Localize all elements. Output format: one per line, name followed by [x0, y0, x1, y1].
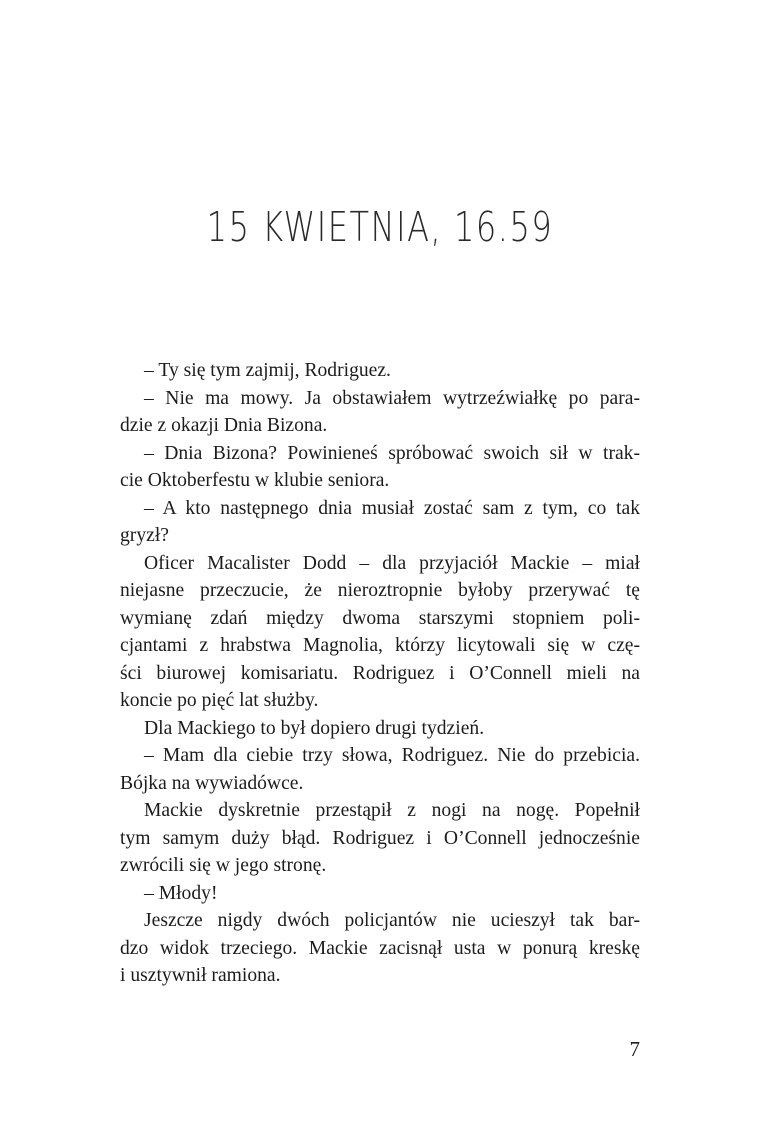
- text-line: Mackie dyskretnie przestąpił z nogi na nogę. Popełnił: [144, 800, 640, 821]
- text-line: dzie z okazji Dnia Bizona.: [120, 415, 328, 436]
- text-line: dzo widok trzeciego. Mackie zacisnął usta w ponurą kreskę: [120, 937, 640, 959]
- text-line: – Dnia Bizona? Powinieneś spróbować swoich sił w trak-: [144, 442, 640, 464]
- text-line: koncie po pięć lat służby.: [120, 690, 319, 711]
- text-line: – Nie ma mowy. Ja obstawiałem wytrzeźwiałkę po para-: [144, 387, 640, 409]
- text-line: niejasne przeczucie, że nieroztropnie byłoby przerywać tę: [120, 580, 640, 601]
- text-line: cjantami z hrabstwa Magnolia, którzy licytowali się w czę-: [120, 635, 640, 656]
- text-line: Dla Mackiego to był dopiero drugi tydzień.: [144, 717, 485, 739]
- chapter-title: 15 KWIETNIA, 16.59: [206, 203, 554, 251]
- page-number: 7: [629, 1037, 640, 1061]
- text-line: – Mam dla ciebie trzy słowa, Rodriguez. Nie do przebicia.: [144, 745, 640, 766]
- text-line: – Ty się tym zajmij, Rodriguez.: [144, 360, 391, 381]
- text-line: tym samym duży błąd. Rodriguez i O’Connell jednocześnie: [120, 827, 640, 849]
- text-line: – Młody!: [144, 882, 218, 904]
- text-line: – A kto następnego dnia musiał zostać sam z tym, co tak: [144, 497, 640, 519]
- text-line: Jeszcze nigdy dwóch policjantów nie ucieszył tak bar-: [144, 910, 640, 931]
- text-line: ści biurowej komisariatu. Rodriguez i O’Connell mieli na: [120, 662, 640, 684]
- body-text: [120, 357, 640, 990]
- text-line: cie Oktoberfestu w klubie seniora.: [120, 470, 390, 491]
- text-line: i usztywnił ramiona.: [120, 965, 281, 986]
- text-line: Bójka na wywiadówce.: [120, 772, 304, 794]
- text-line: zwrócili się w jego stronę.: [120, 855, 327, 876]
- text-line: gryzł?: [120, 525, 169, 546]
- text-line: wymianę zdań między dwoma starszymi stopniem poli-: [120, 607, 640, 629]
- text-line: Oficer Macalister Dodd – dla przyjaciół Mackie – miał: [144, 552, 640, 574]
